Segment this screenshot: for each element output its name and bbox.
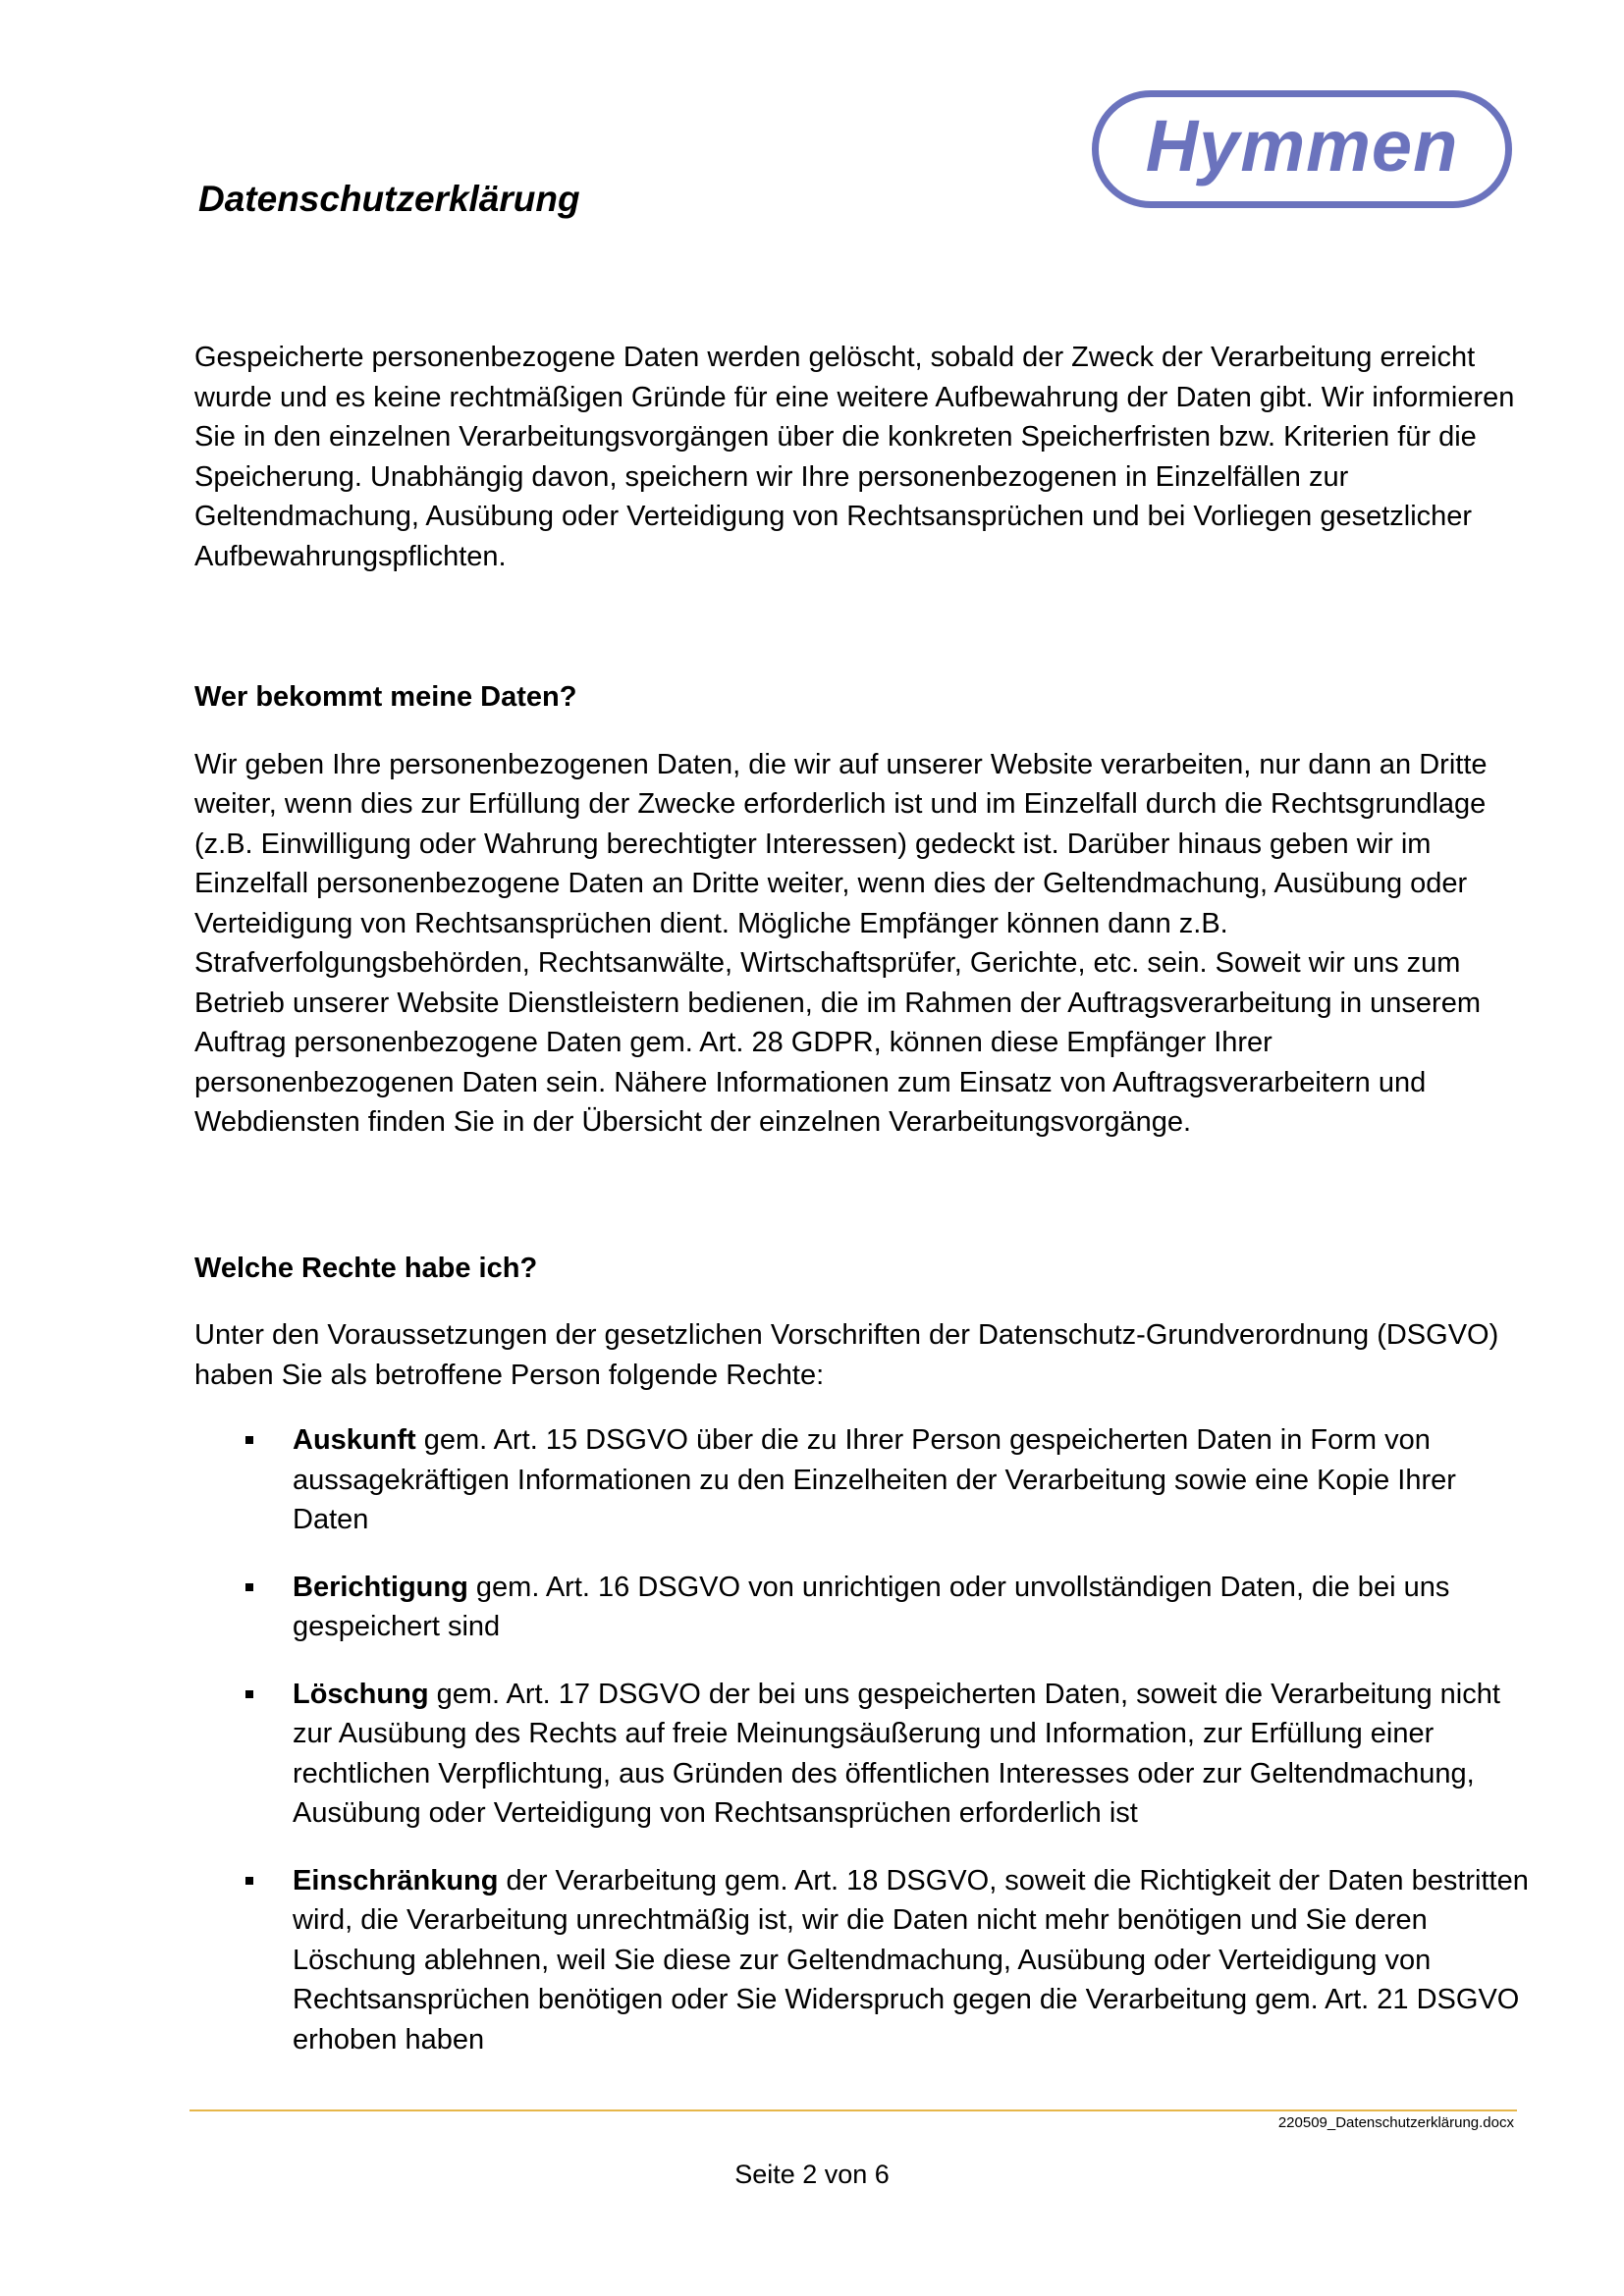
recipients-paragraph: Wir geben Ihre personenbezogenen Daten, die wir auf unserer Website verarbeiten, nur dann an Dritte weiter, wenn dies zur Erfüllung der Zwecke erforderlich ist und im Einzelfall durch die Rechtsgrundlage (z.B. Einwilligung oder Wahrung berechtigter Interessen) gedeckt ist. Darüber hinaus geben wir im Einzelfall personenbezogene Daten an Dritte weiter, wenn dies der Geltendmachung, Ausübung oder Verteidigung von Rechtsansprüchen dient. Mögliche Empfänger können dann z.B. Strafverfolgungsbehörden, Rechtsanwälte, Wirtschaftsprüfer, Gerichte, etc. sein. Soweit wir uns zum Betrieb unserer Website Dienstleistern bedienen, die im Rahmen der Auftragsverarbeitung in unserem Auftrag personenbezogene Daten gem. Art. 28 GDPR, können diese Empfänger Ihrer personenbezogenen Daten sein. Nähere Informationen zum Einsatz von Auftragsverarbeitern und Webdiensten finden Sie in der Übersicht der einzelnen Verarbeitungsvorgänge. — [194, 748, 1488, 1138]
logo-wordmark: Hymmen — [1145, 105, 1459, 187]
bullet-icon — [245, 1436, 253, 1444]
page-number: Seite 2 von 6 — [734, 2160, 890, 2189]
list-item — [194, 1568, 1530, 1647]
rights-intro-paragraph: Unter den Voraussetzungen der gesetzlichen Vorschriften der Datenschutz-Grundverordnung (DSGVO) haben Sie als betroffene Person folgende Rechte: — [194, 1319, 1499, 1391]
footer-divider — [189, 2109, 1517, 2111]
list-item — [194, 1675, 1530, 1834]
page-title: Datenschutzerklärung — [198, 179, 580, 219]
intro-paragraph: Gespeicherte personenbezogene Daten werden gelöscht, sobald der Zweck der Verarbeitung erreicht wurde und es keine rechtmäßigen Gründe für eine weitere Aufbewahrung der Daten gibt. Wir informieren Sie in den einzelnen Verarbeitungsvorgängen über die konkreten Speicherfristen bzw. Kriterien für die Speicherung. Unabhängig davon, speichern wir Ihre personenbezogenen in Einzelfällen zur Geltendmachung, Ausübung oder Verteidigung von Rechtsansprüchen und bei Vorliegen gesetzlicher Aufbewahrungspflichten. — [194, 342, 1515, 572]
footer-filename: 220509_Datenschutzerklärung.docx — [1277, 2114, 1514, 2131]
right-term: Berichtigung — [293, 1571, 468, 1603]
bullet-icon — [245, 1877, 253, 1885]
list-item — [194, 1420, 1530, 1540]
right-description: gem. Art. 16 DSGVO von unrichtigen oder unvollständigen Daten, die bei uns gespeichert sind — [293, 1571, 1450, 1642]
right-term: Auskunft — [293, 1424, 416, 1456]
section-heading-rights: Welche Rechte habe ich? — [194, 1252, 538, 1284]
bullet-icon — [245, 1690, 253, 1698]
section-heading-recipients: Wer bekommt meine Daten? — [194, 681, 577, 713]
right-description: gem. Art. 15 DSGVO über die zu Ihrer Person gespeicherten Daten in Form von aussagekräftigen Informationen zu den Einzelheiten der Verarbeitung sowie eine Kopie Ihrer Daten — [293, 1424, 1456, 1535]
list-item — [194, 1861, 1530, 2060]
right-term: Löschung — [293, 1678, 429, 1710]
rights-list — [194, 1420, 1530, 2059]
right-description: gem. Art. 17 DSGVO der bei uns gespeicherten Daten, soweit die Verarbeitung nicht zur Ausübung des Rechts auf freie Meinungsäußerung und Information, zur Erfüllung einer rechtlichen Verpflichtung, aus Gründen des öffentlichen Interesses oder zur Geltendmachung, Ausübung oder Verteidigung von Rechtsansprüchen erforderlich ist — [293, 1678, 1500, 1829]
right-term: Einschränkung — [293, 1864, 499, 1896]
hymmen-logo — [1092, 90, 1512, 208]
bullet-icon — [245, 1583, 253, 1591]
right-description: der Verarbeitung gem. Art. 18 DSGVO, soweit die Richtigkeit der Daten bestritten wird, die Verarbeitung unrechtmäßig ist, wir die Daten nicht mehr benötigen und Sie deren Löschung ablehnen, weil Sie diese zur Geltendmachung, Ausübung oder Verteidigung von Rechtsansprüchen benötigen oder Sie Widerspruch gegen die Verarbeitung gem. Art. 21 DSGVO erhoben haben — [293, 1864, 1529, 2056]
document-body — [194, 338, 1530, 2059]
